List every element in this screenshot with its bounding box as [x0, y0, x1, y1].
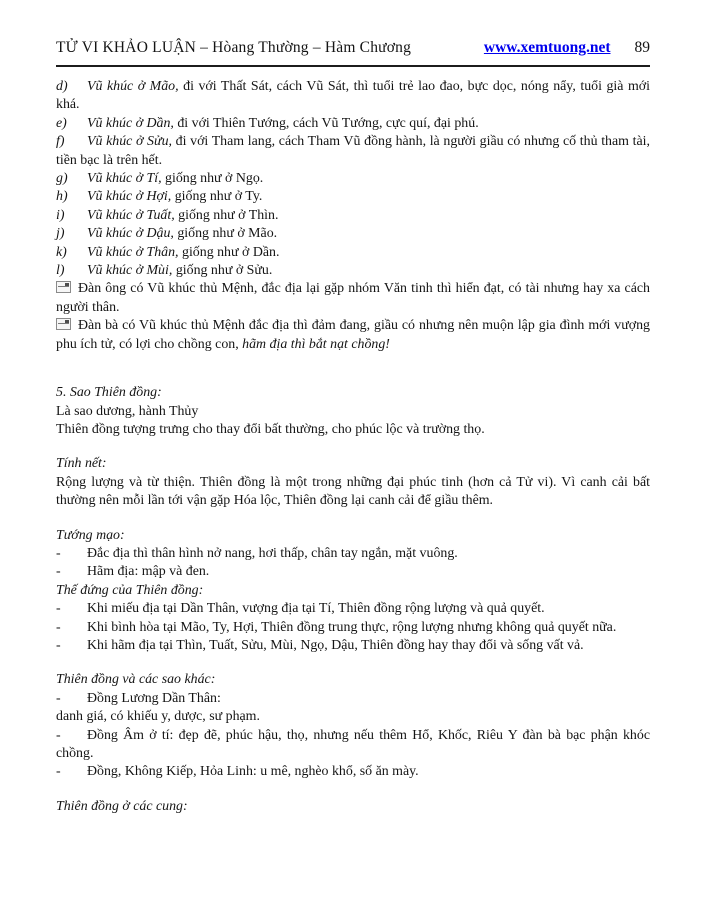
text-run: Hãm địa: mập và đen.	[87, 564, 210, 580]
text-run: giống như ở Dần.	[178, 244, 280, 260]
dash-item	[56, 727, 650, 764]
list-marker: -	[56, 764, 61, 780]
body-paragraph	[56, 474, 650, 511]
list-item-d	[56, 78, 650, 115]
list-item-k	[56, 244, 650, 262]
list-item-g	[56, 170, 650, 188]
list-item-h	[56, 188, 650, 206]
text-run: giống như ở Thìn.	[174, 207, 279, 223]
text-run: Khi miếu địa tại Dần Thân, vượng địa tại Tí, Thiên đồng rộng lượng và quả quyết.	[87, 601, 545, 617]
text-run: Rộng lượng và từ thiện. Thiên đồng là một trong những đại phúc tinh (hơn cả Tử vi). Vì canh cải bất thường nên mỗi lần tới vận gặp Hóa lộc, Thiên đồng lại canh cải để giầu thêm.	[56, 474, 650, 509]
list-marker: k)	[56, 244, 67, 260]
note-icon	[56, 318, 71, 330]
dash-item	[56, 600, 650, 618]
text-run: Là sao dương, hành Thủy	[56, 403, 199, 419]
dash-item	[56, 563, 650, 581]
dash-item	[56, 690, 650, 708]
text-run: hãm địa thì bắt nạt chồng!	[242, 336, 390, 352]
text-run: Đồng, Không Kiếp, Hỏa Linh: u mê, nghèo khổ, số ăn mày.	[87, 764, 419, 780]
text-run: Vũ khúc ở Mão,	[87, 79, 179, 94]
text-run: Vũ khúc ở Tuất,	[87, 207, 175, 223]
body-paragraph	[56, 421, 650, 439]
page-number: 89	[634, 39, 650, 56]
website-link[interactable]: www.xemtuong.net	[483, 39, 611, 56]
list-marker: -	[56, 690, 61, 706]
text-run: Thiên đồng và các sao khác:	[56, 672, 216, 688]
list-marker: -	[56, 545, 61, 561]
text-run: giống như ở Ngọ.	[161, 171, 264, 187]
text-run: giống như ở Mão.	[173, 226, 278, 242]
page-header	[56, 0, 650, 57]
body-paragraph	[56, 403, 650, 421]
text-run: Thiên đồng tượng trưng cho thay đổi bất thường, cho phúc lộc và trường thọ.	[56, 421, 485, 437]
list-marker: -	[56, 727, 61, 743]
section-heading-sao-thien-dong	[56, 384, 650, 402]
list-marker: h)	[56, 189, 68, 205]
text-run: Đàn bà có Vũ khúc thủ Mệnh đắc địa thì đảm đang, giầu có nhưng nên muộn lập gia đình mới vượng phu ích tử, có lợi cho chồng con,	[56, 318, 650, 352]
text-run: giống như ở Ty.	[171, 189, 263, 205]
text-run: đi với Tham lang, cách Tham Vũ đồng hành, là người giầu có nhưng cố thủ tham tài, tiền bạc là trên hết.	[56, 134, 650, 168]
list-marker: f)	[56, 134, 65, 150]
text-run: Đồng Lương Dần Thân:	[87, 690, 221, 706]
list-marker: e)	[56, 115, 67, 131]
text-run: Vũ khúc ở Sửu,	[87, 134, 172, 150]
section-heading-the-dung	[56, 582, 650, 600]
text-run: Khi hãm địa tại Thìn, Tuất, Sửu, Mùi, Ngọ, Dậu, Thiên đồng hay thay đổi và sống vất vả.	[87, 637, 584, 653]
dash-item	[56, 619, 650, 637]
list-marker: g)	[56, 171, 68, 187]
text-run: 5. Sao Thiên đồng:	[56, 385, 162, 401]
list-item-f	[56, 133, 650, 170]
text-run: Vũ khúc ở Hợi,	[87, 189, 172, 205]
text-run: Tướng mạo:	[56, 527, 125, 543]
text-run: Khi bình hòa tại Mão, Ty, Hợi, Thiên đồng trung thực, rộng lượng nhưng không quả quyết nữa.	[87, 619, 617, 635]
dash-item	[56, 763, 650, 781]
page-title: TỬ VI KHẢO LUẬN – Hòang Thường – Hàm Chương	[56, 39, 412, 56]
text-run: Thiên đồng ở các cung:	[56, 798, 188, 814]
text-run: Thế đứng của Thiên đồng:	[56, 582, 204, 598]
list-marker: -	[56, 637, 61, 653]
note-paragraph-women	[56, 317, 650, 354]
text-run: đi với Thất Sát, cách Vũ Sát, thì tuổi trẻ lao đao, bực dọc, nóng nẩy, tuổi già mới khá.	[56, 79, 650, 113]
text-run: Đàn ông có Vũ khúc thủ Mệnh, đắc địa lại gặp nhóm Văn tinh thì hiển đạt, có tài nhưng hay xa cách người thân.	[56, 281, 650, 315]
body-paragraph	[56, 708, 650, 726]
text-run: Vũ khúc ở Dần,	[87, 115, 174, 131]
dash-item	[56, 637, 650, 655]
section-heading-o-cac-cung	[56, 798, 650, 816]
list-marker: l)	[56, 263, 65, 279]
text-run: Vũ khúc ở Thân,	[87, 244, 179, 260]
list-marker: j)	[56, 226, 65, 242]
note-icon	[56, 281, 71, 293]
list-marker: -	[56, 619, 61, 635]
text-run: Đắc địa thì thân hình nở nang, hơi thấp, chân tay ngắn, mặt vuông.	[87, 545, 458, 561]
text-run: danh giá, có khiếu y, dược, sư phạm.	[56, 709, 260, 725]
text-run: Tính nết:	[56, 456, 107, 472]
text-run: Vũ khúc ở Tí,	[87, 171, 162, 187]
text-run: đi với Thiên Tướng, cách Vũ Tướng, cực quí, đại phú.	[173, 115, 479, 131]
list-marker: -	[56, 564, 61, 580]
list-item-e	[56, 115, 650, 133]
document-body	[56, 67, 650, 816]
text-run: giống như ở Sửu.	[172, 263, 273, 279]
dash-item	[56, 545, 650, 563]
text-run: Đồng Âm ở tí: đẹp đẽ, phúc hậu, thọ, nhưng nếu thêm Hổ, Khốc, Riêu Y đàn bà bạc phận khóc chồng.	[56, 727, 650, 761]
note-paragraph-men	[56, 280, 650, 317]
section-heading-tinh-net	[56, 455, 650, 473]
list-marker: i)	[56, 207, 65, 223]
list-item-i	[56, 207, 650, 225]
list-item-l	[56, 262, 650, 280]
text-run: Vũ khúc ở Dậu,	[87, 226, 174, 242]
section-heading-cac-sao-khac	[56, 671, 650, 689]
list-marker: d)	[56, 79, 68, 94]
list-item-j	[56, 225, 650, 243]
text-run: Vũ khúc ở Mùi,	[87, 263, 173, 279]
section-heading-tuong-mao	[56, 527, 650, 545]
list-marker: -	[56, 601, 61, 617]
